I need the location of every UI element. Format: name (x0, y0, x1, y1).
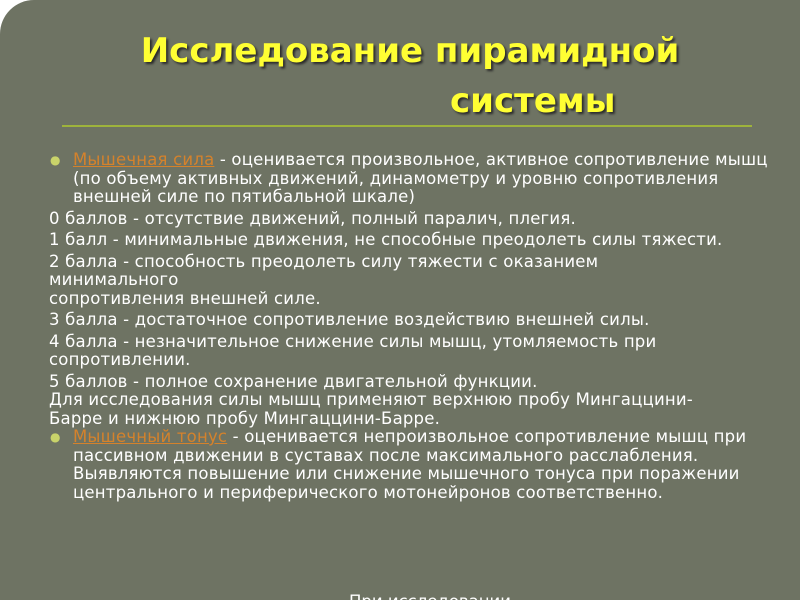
bullet-muscle-tone (49, 428, 769, 465)
term-muscle-tone: Мышечный тонус (73, 427, 228, 446)
cut-off-line (49, 592, 769, 611)
scale-line-5: 4 балла - незначительное снижение силы мышц, утомляемость при сопротивлении. (49, 331, 657, 369)
title-divider (62, 125, 752, 127)
title-line-2: системы (450, 81, 616, 121)
muscle-tone-text-2: Выявляются повышение или снижение мышечного тонуса при поражении центрального и периферического мотонейронов соответственно. (73, 464, 740, 502)
slide-title (60, 26, 760, 126)
scale-line-6: 5 баллов - полное сохранение двигательной функции. (49, 371, 538, 391)
scale-line-1: 1 балл - минимальные движения, не способные преодолеть силы тяжести. (49, 230, 723, 249)
scale-line-3: сопротивления внешней силе. (49, 288, 321, 308)
scale-line-2: 2 балла - способность преодолеть силу тяжести с оказанием минимального (49, 251, 599, 289)
bullet-icon: ● (50, 430, 61, 444)
content-body (49, 151, 769, 505)
term-muscle-strength: Мышечная сила (73, 150, 215, 169)
muscle-tone-text: - оценивается непроизвольное сопротивление мышц при пассивном движении в суставах после максимального расслабления. (73, 427, 747, 465)
scale-line-0: 0 баллов - отсутствие движений, полный паралич, плегия. (49, 208, 576, 228)
scale-line-7: Для исследования силы мышц применяют верхнюю пробу Мингаццини-Барре и нижнюю пробу Мингаццини-Барре. (49, 390, 693, 428)
muscle-strength-text: - оценивается произвольное, активное сопротивление мышц (по объему активных движений, динамометру и уровню сопротивления внешней силе по пятибальной шкале) (73, 150, 768, 206)
title-line-1: Исследование пирамидной (140, 31, 680, 71)
cut-off-text: При исследовании (349, 592, 511, 611)
bullet-icon: ● (50, 153, 61, 167)
bullet-muscle-strength (49, 151, 769, 207)
scale-line-4: 3 балла - достаточное сопротивление воздействию внешней силы. (49, 310, 650, 329)
